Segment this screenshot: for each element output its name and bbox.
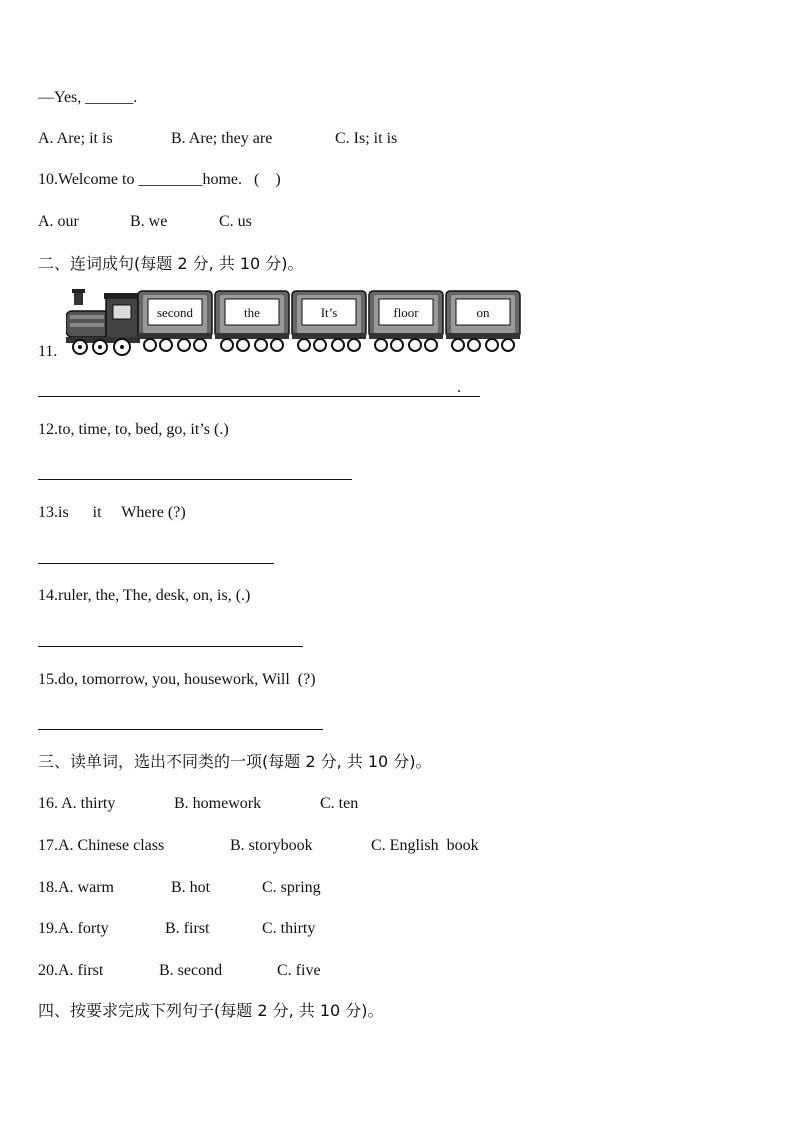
train-word-1: second (156, 305, 194, 320)
q15-answer-line (38, 729, 323, 730)
q16-option-b: B. homework (174, 795, 262, 812)
train-word-2: the (244, 305, 260, 320)
q19-option-c: C. thirty (262, 920, 316, 937)
section-3-title: 三、读单词，选出不同类的一项(每题 2 分, 共 10 分)。 (38, 752, 432, 771)
section-2-title: 二、连词成句(每题 2 分, 共 10 分)。 (38, 254, 304, 273)
q11-label: 11. (38, 343, 58, 360)
train-car-4 (369, 291, 443, 351)
q12-answer-line (38, 479, 352, 480)
q20-option-c: C. five (277, 962, 321, 979)
q17-option-b: B. storybook (230, 837, 313, 854)
q11-answer-line (38, 396, 480, 397)
q17-option-c: C. English book (371, 837, 479, 854)
q16-option-c: C. ten (320, 795, 359, 812)
train-car-1 (138, 291, 212, 351)
q14-text: 14.ruler, the, The, desk, on, is, (.) (38, 587, 251, 604)
q18-option-a: 18.A. warm (38, 879, 114, 896)
locomotive-icon (66, 289, 140, 355)
q18-option-c: C. spring (262, 879, 321, 896)
q9-option-b: B. Are; they are (171, 130, 273, 147)
q14-answer-line (38, 646, 303, 647)
q20-option-a: 20.A. first (38, 962, 104, 979)
section-4-title: 四、按要求完成下列句子(每题 2 分, 共 10 分)。 (38, 1001, 384, 1020)
q13-text: 13.is it Where (?) (38, 504, 186, 521)
q18-option-b: B. hot (171, 879, 211, 896)
q10-option-a: A. our (38, 213, 79, 230)
q15-text: 15.do, tomorrow, you, housework, Will (?) (38, 671, 316, 688)
q12-text: 12.to, time, to, bed, go, it’s (.) (38, 421, 229, 438)
q9-option-a: A. Are; it is (38, 130, 113, 147)
train-word-3: It’s (320, 305, 338, 320)
q10-option-b: B. we (130, 213, 168, 230)
train-word-4: floor (393, 305, 419, 320)
q11-period: . (457, 379, 461, 396)
train-car-3 (292, 291, 366, 351)
q9-option-c: C. Is; it is (335, 130, 398, 147)
train-word-5: on (476, 305, 490, 320)
q13-answer-line (38, 563, 274, 564)
q17-option-a: 17.A. Chinese class (38, 837, 165, 854)
q19-option-a: 19.A. forty (38, 920, 109, 937)
q10-text: 10.Welcome to ________home. ( ) (38, 171, 281, 188)
q16-option-a: 16. A. thirty (38, 795, 116, 812)
q9-answer-line: —Yes, ______. (38, 89, 138, 106)
train-illustration (66, 289, 526, 357)
q10-option-c: C. us (219, 213, 252, 230)
train-car-2 (215, 291, 289, 351)
q19-option-b: B. first (165, 920, 210, 937)
q20-option-b: B. second (159, 962, 223, 979)
train-car-5 (446, 291, 520, 351)
